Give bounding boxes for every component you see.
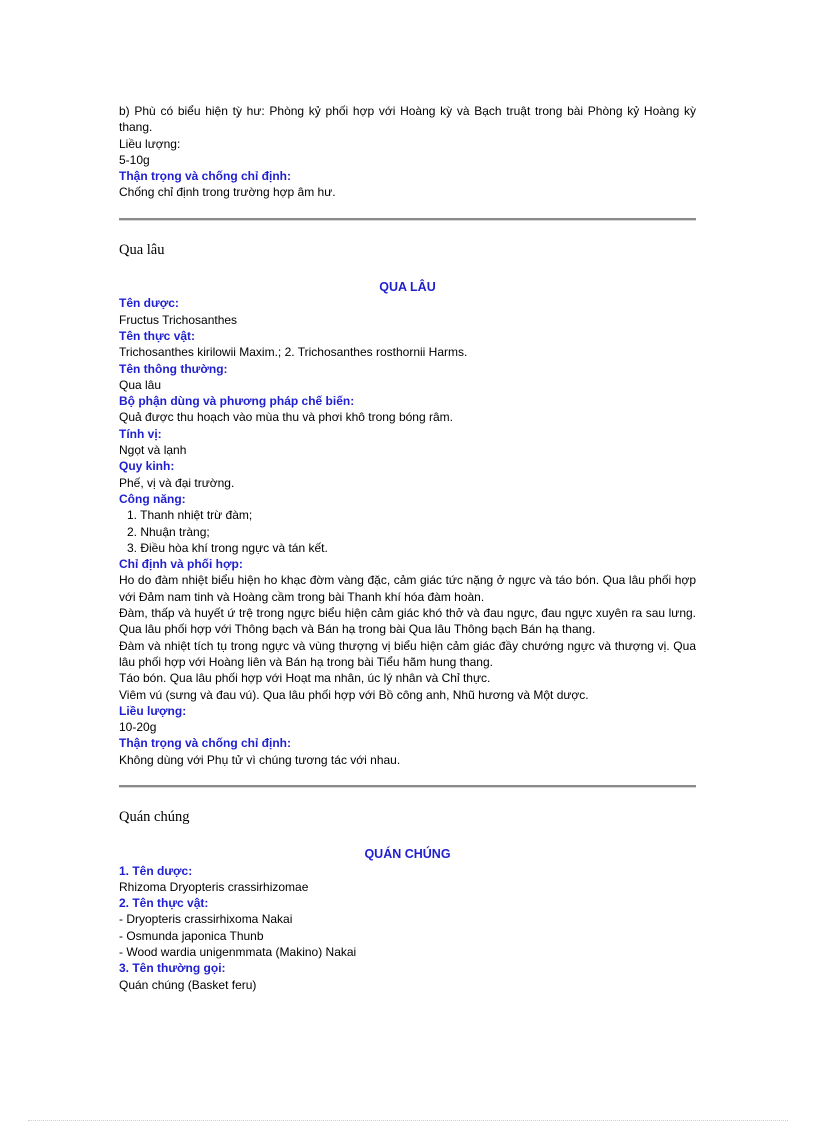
plant-name-item: - Dryopteris crassirhixoma Nakai: [119, 912, 293, 927]
heading-part-used: Bộ phận dùng và phương pháp chế biến:: [119, 394, 355, 409]
indication-paragraph: Ho do đàm nhiệt biểu hiện ho khạc đờm vàng đặc, cảm giác tức nặng ở ngực và táo bón. Qua lâu phối hợp với Đảm nam tinh và Hoàng cầm trong bài Thanh khí hóa đàm hoàn.: [119, 573, 696, 604]
heading-common-name: Tên thông thường:: [119, 361, 228, 376]
heading-dosage: Liều lượng:: [119, 703, 187, 718]
indication-paragraph: Đàm và nhiệt tích tụ trong ngực và vùng thượng vị biểu hiện cảm giác đầy chướng ngực và thượng vị. Qua lâu phối hợp với Hoàng liên và Bán hạ trong bài Tiểu hãm hung thang.: [119, 638, 696, 669]
heading-function: Công năng:: [119, 491, 186, 506]
pharma-name: Rhizoma Dryopteris crassirhizomae: [119, 879, 309, 894]
heading-plant-name: 2. Tên thực vật:: [119, 896, 209, 911]
divider-rule: [119, 785, 696, 788]
plant-name: Trichosanthes kirilowii Maxim.; 2. Trichosanthes rosthornii Harms.: [119, 345, 468, 360]
entry-title-qua-lau: QUA LÂU: [379, 280, 436, 295]
plant-name-item: - Wood wardia unigenmmata (Makino) Nakai: [119, 945, 357, 960]
common-name: Qua lâu: [119, 377, 162, 392]
part-used: Quả được thu hoạch vào mùa thu và phơi khô trong bóng râm.: [119, 410, 453, 425]
heading-caution: Thận trọng và chống chỉ định:: [119, 736, 291, 751]
entry-title-quan-chung: QUÁN CHÚNG: [364, 847, 451, 862]
function-item: 2. Nhuận tràng;: [127, 524, 210, 539]
caution: Không dùng với Phụ tử vì chúng tương tác với nhau.: [119, 752, 401, 767]
heading-indication: Chỉ định và phối hợp:: [119, 557, 243, 572]
section-heading-quan-chung: Quán chúng: [119, 808, 190, 825]
pharma-name: Fructus Trichosanthes: [119, 312, 238, 327]
dosage: 10-20g: [119, 720, 157, 735]
plant-name-item: - Osmunda japonica Thunb: [119, 928, 264, 943]
heading-pharma-name: 1. Tên dược:: [119, 863, 193, 878]
heading-plant-name: Tên thực vật:: [119, 328, 196, 343]
document-page: [119, 103, 696, 993]
indication-paragraph: Viêm vú (sưng và đau vú). Qua lâu phối hợp với Bồ công anh, Nhũ hương và Một dược.: [119, 687, 589, 702]
divider-rule: [119, 218, 696, 221]
caution-text: Chống chỉ định trong trường hợp âm hư.: [119, 185, 336, 200]
heading-common-name: 3. Tên thường gọi:: [119, 961, 226, 976]
heading-taste: Tính vị:: [119, 426, 162, 441]
common-name: Quán chúng (Basket feru): [119, 977, 257, 992]
caution-heading: Thận trọng và chống chỉ định:: [119, 169, 291, 184]
intro-paragraph: b) Phù có biểu hiện tỳ hư: Phòng kỷ phối hợp với Hoàng kỳ và Bạch truật trong bài Phòng kỷ Hoàng kỳ thang.: [119, 104, 696, 135]
indication-paragraph: Đàm, thấp và huyết ứ trệ trong ngực biểu hiện cảm giác khó thở và đau ngực, đau ngực xuyên ra sau lưng. Qua lâu phối hợp với Thông bạch và Bán hạ trong bài Qua lâu Thông bạch Bán hạ thang.: [119, 606, 696, 637]
page-bottom-border: [28, 1120, 788, 1121]
indication-paragraph: Táo bón. Qua lâu phối hợp với Hoạt ma nhân, úc lý nhân và Chỉ thực.: [119, 671, 491, 686]
channel: Phế, vị và đại trường.: [119, 475, 235, 490]
section-heading-qua-lau: Qua lâu: [119, 241, 165, 258]
function-item: 3. Điều hòa khí trong ngực và tán kết.: [127, 540, 328, 555]
heading-channel: Quy kinh:: [119, 459, 175, 474]
dosage-label: Liều lượng:: [119, 136, 181, 151]
dosage-value: 5-10g: [119, 152, 150, 167]
taste: Ngọt và lạnh: [119, 443, 187, 458]
function-item: 1. Thanh nhiệt trừ đàm;: [127, 508, 253, 523]
heading-pharma-name: Tên dược:: [119, 296, 179, 311]
